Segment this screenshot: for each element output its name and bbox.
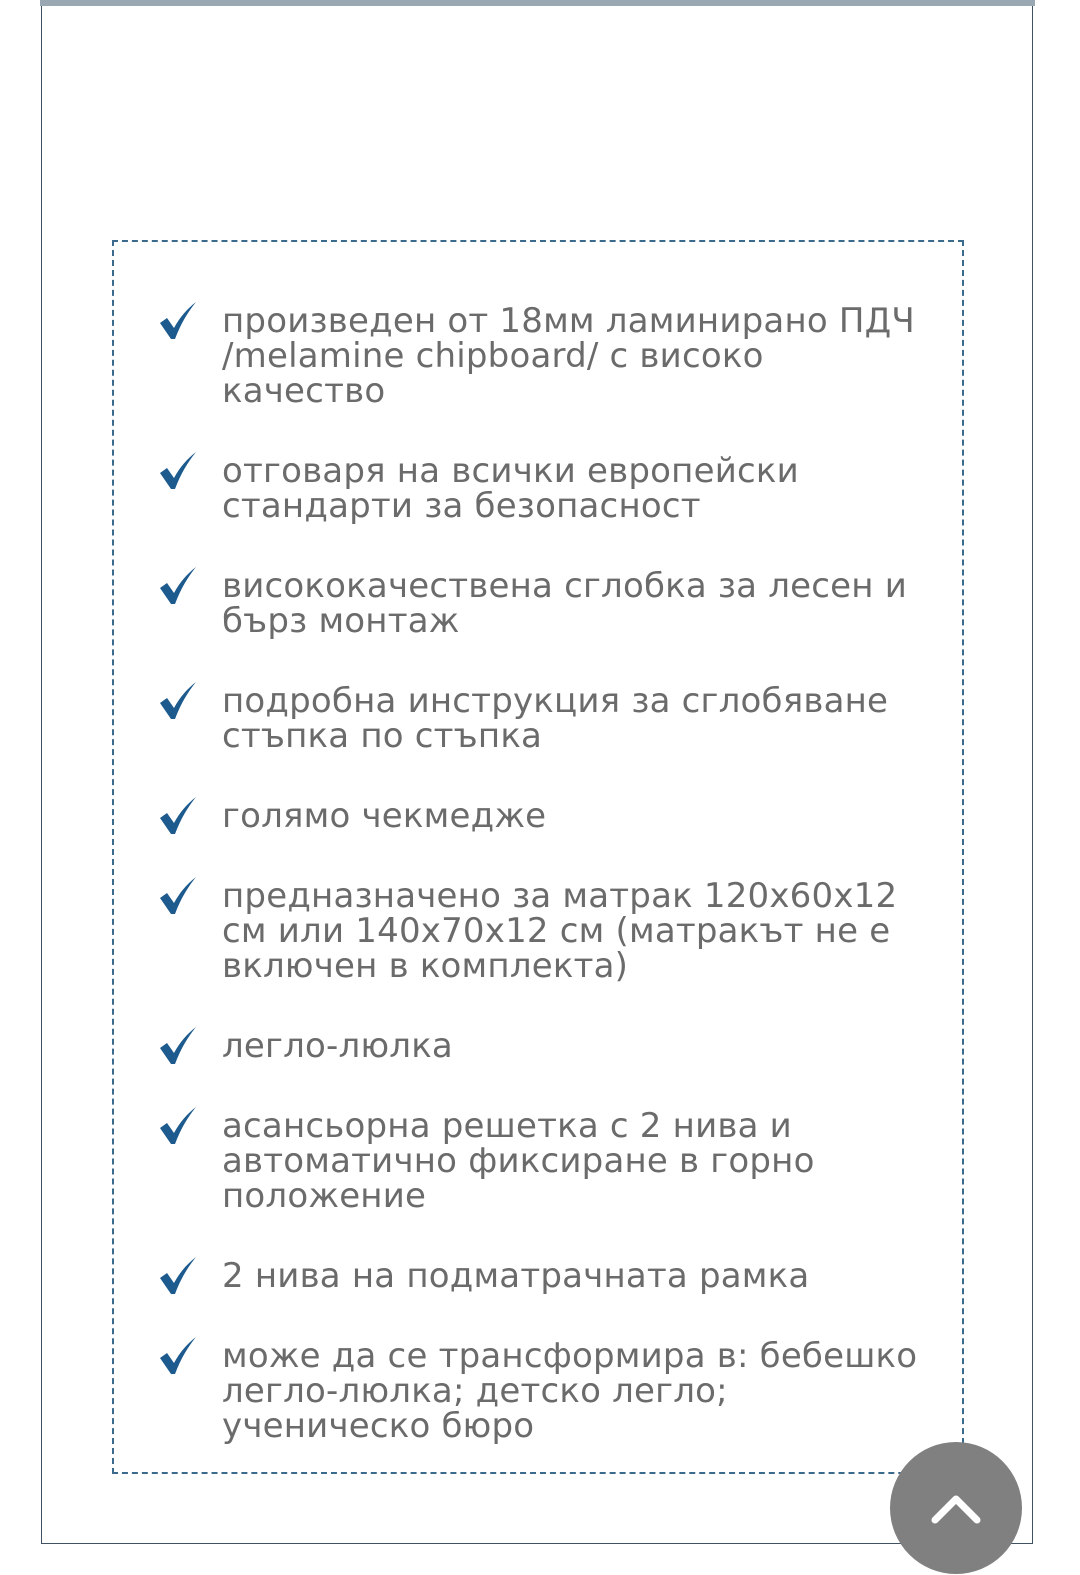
- list-item: [158, 1336, 918, 1446]
- feature-box: [112, 240, 964, 1474]
- feature-text: голямо чекмедже: [222, 796, 547, 836]
- checkmark-icon: [158, 681, 198, 721]
- feature-text: предназначено за матрак 120х60х12 см или 140х70х12 см (матракът не е включен в комплекта): [222, 876, 898, 986]
- checkmark-icon: [158, 1256, 198, 1296]
- checkmark-icon: [158, 796, 198, 836]
- list-item: [158, 451, 918, 526]
- feature-text: отговаря на всички европейски стандарти за безопасност: [222, 451, 799, 526]
- feature-text: легло-люлка: [222, 1026, 453, 1066]
- list-item: [158, 1256, 918, 1296]
- list-item: [158, 1106, 918, 1216]
- checkmark-icon: [158, 451, 198, 491]
- list-item: [158, 796, 918, 836]
- checkmark-icon: [158, 1026, 198, 1066]
- checkmark-icon: [158, 1106, 198, 1146]
- list-item: [158, 301, 918, 411]
- checkmark-icon: [158, 876, 198, 916]
- feature-text: висококачествена сглобка за лесен и бърз монтаж: [222, 566, 908, 641]
- list-item: [158, 1026, 918, 1066]
- feature-list: [158, 301, 918, 1489]
- list-item: [158, 876, 918, 986]
- scroll-to-top-button[interactable]: [890, 1442, 1022, 1574]
- checkmark-icon: [158, 566, 198, 606]
- chevron-up-icon: [930, 1491, 982, 1525]
- checkmark-icon: [158, 1336, 198, 1376]
- list-item: [158, 681, 918, 756]
- feature-text: 2 нива на подматрачната рамка: [222, 1256, 810, 1296]
- feature-text: подробна инструкция за сглобяване стъпка по стъпка: [222, 681, 889, 756]
- checkmark-icon: [158, 301, 198, 341]
- feature-text: асансьорна решетка с 2 нива и автоматично фиксиране в горно положение: [222, 1106, 815, 1216]
- feature-text: може да се трансформира в: бебешко легло-люлка; детско легло; ученическо бюро: [222, 1336, 918, 1446]
- feature-text: произведен от 18мм ламинирано ПДЧ /melamine chipboard/ с високо качество: [222, 301, 915, 411]
- list-item: [158, 566, 918, 641]
